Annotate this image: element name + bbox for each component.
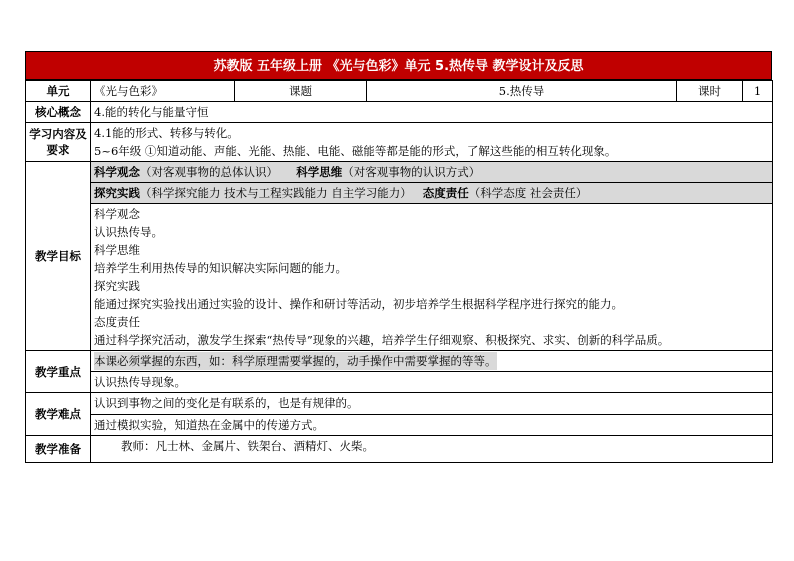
- key-points-row: [26, 372, 773, 393]
- meta-row: [26, 81, 773, 102]
- core-concept-label: 核心概念: [26, 102, 91, 123]
- objective-heading: 态度责任: [94, 315, 140, 329]
- unit-label: 单元: [26, 81, 91, 102]
- summary-heading: 探究实践: [94, 186, 140, 200]
- objectives-summary-row-1: [26, 162, 773, 183]
- preparation-row: [26, 436, 773, 463]
- requirements-line: 5~6年级 ①知道动能、声能、光能、热能、电能、磁能等都是能的形式，了解这些能的相互转化现象。: [94, 144, 617, 158]
- summary-heading: 科学思维: [296, 165, 343, 179]
- objectives-detail-row: [26, 204, 773, 351]
- objective-text: 培养学生利用热传导的知识解决实际问题的能力。: [94, 261, 347, 275]
- objective-heading: 科学观念: [94, 207, 140, 221]
- summary-note: （科学态度 社会责任）: [468, 186, 588, 200]
- objectives-label: 教学目标: [26, 162, 91, 351]
- preparation-cell: [91, 436, 773, 463]
- objective-heading: 探究实践: [94, 279, 140, 293]
- lesson-plan-table: [25, 80, 773, 463]
- objectives-detail: [91, 204, 773, 351]
- preparation-value: 教师：凡士林、金属片、铁架台、酒精灯、火柴。: [121, 439, 374, 453]
- summary-note: （对客观事物的认识方式）: [342, 165, 481, 179]
- summary-heading: 态度责任: [422, 186, 469, 200]
- difficulty-line: 通过模拟实验，知道热在金属中的传递方式。: [91, 414, 773, 436]
- core-concept-value: 4.能的转化与能量守恒: [91, 102, 773, 123]
- lesson-plan-sheet: [25, 51, 772, 463]
- key-points-note-cell: [91, 351, 773, 372]
- core-concept-row: [26, 102, 773, 123]
- objective-text: 能通过探究实验找出通过实验的设计、操作和研讨等活动，初步培养学生根据科学程序进行探究的能力。: [94, 297, 623, 311]
- lesson-value: 5.热传导: [367, 81, 677, 102]
- requirements-content: [91, 123, 773, 162]
- difficulties-label: 教学难点: [26, 393, 91, 436]
- objective-text: 认识热传导。: [94, 225, 163, 239]
- document-title: 苏教版 五年级上册 《光与色彩》单元 5.热传导 教学设计及反思: [25, 51, 772, 80]
- preparation-label: 教学准备: [26, 436, 91, 463]
- difficulty-line: 认识到事物之间的变化是有联系的，也是有规律的。: [91, 393, 773, 415]
- summary-heading: 科学观念: [94, 165, 140, 179]
- summary-note: （对客观事物的总体认识）: [140, 165, 278, 179]
- requirements-label: 学习内容及要求: [26, 123, 91, 162]
- difficulties-row-2: [26, 414, 773, 436]
- period-value: 1: [743, 81, 773, 102]
- summary-note: （科学探究能力 技术与工程实践能力 自主学习能力）: [140, 186, 412, 200]
- difficulties-row: [26, 393, 773, 415]
- objectives-summary-1: [91, 162, 773, 183]
- key-points-note: 本课必须掌握的东西，如：科学原理需要掌握的，动手操作中需要掌握的等等。: [94, 354, 497, 368]
- lesson-label: 课题: [235, 81, 367, 102]
- requirements-row: [26, 123, 773, 162]
- requirements-line: 4.1能的形式、转移与转化。: [94, 126, 239, 140]
- key-points-label: 教学重点: [26, 351, 91, 393]
- objective-heading: 科学思维: [94, 243, 140, 257]
- key-points-value: 认识热传导现象。: [91, 372, 773, 393]
- objectives-summary-row-2: [26, 183, 773, 204]
- objectives-summary-2: [91, 183, 773, 204]
- key-points-note-row: [26, 351, 773, 372]
- objective-text: 通过科学探究活动，激发学生探索“热传导”现象的兴趣，培养学生仔细观察、积极探究、求实、创新的科学品质。: [94, 333, 670, 347]
- period-label: 课时: [677, 81, 743, 102]
- unit-value: 《光与色彩》: [91, 81, 235, 102]
